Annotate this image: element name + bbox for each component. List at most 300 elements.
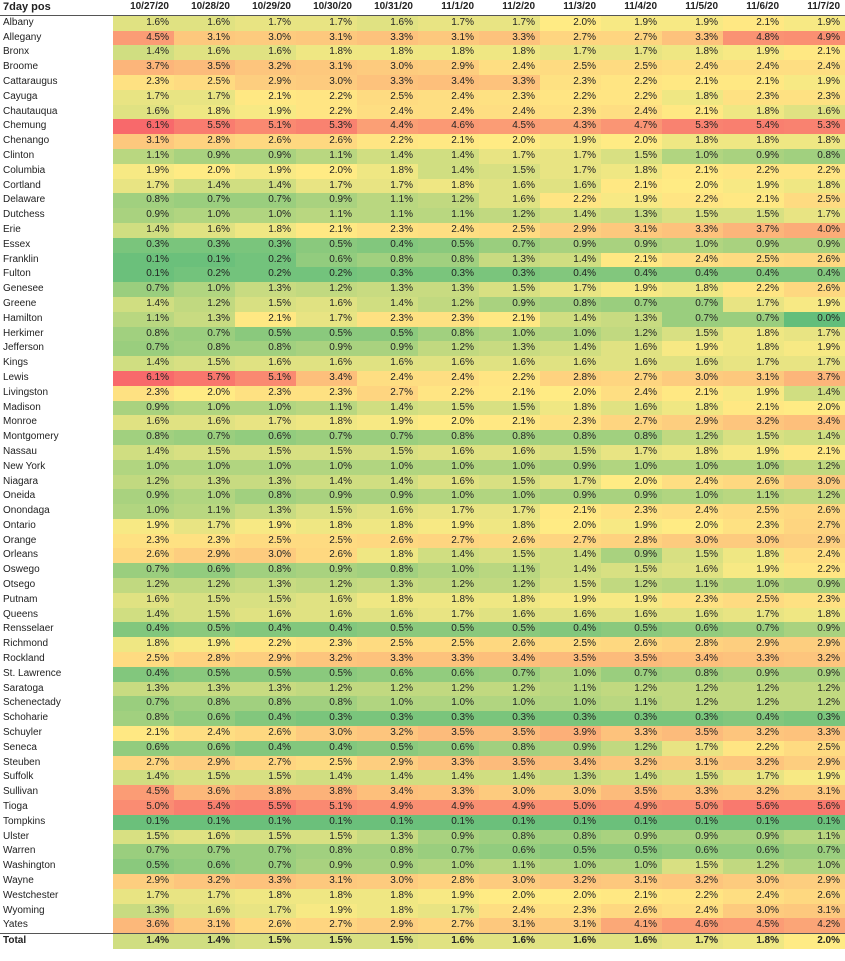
heatmap-cell: 0.9% (357, 489, 418, 504)
column-header: 10/27/20 (113, 0, 174, 15)
county-name: Delaware (0, 193, 113, 208)
heatmap-cell: 1.6% (235, 608, 296, 623)
county-name: New York (0, 460, 113, 475)
heatmap-cell: 1.9% (784, 297, 845, 312)
county-name: Bronx (0, 45, 113, 60)
heatmap-cell: 1.9% (662, 341, 723, 356)
heatmap-cell: 1.6% (601, 401, 662, 416)
heatmap-cell: 0.8% (235, 563, 296, 578)
heatmap-cell: 2.6% (601, 904, 662, 919)
heatmap-cell: 1.7% (113, 889, 174, 904)
heatmap-cell: 1.2% (418, 297, 479, 312)
heatmap-cell: 4.9% (479, 800, 540, 815)
heatmap-cell: 0.8% (174, 696, 235, 711)
heatmap-cell: 1.4% (357, 149, 418, 164)
heatmap-cell: 3.3% (357, 652, 418, 667)
heatmap-cell: 3.0% (235, 31, 296, 46)
heatmap-cell: 3.3% (662, 31, 723, 46)
heatmap-cell: 1.8% (357, 889, 418, 904)
county-name: Cortland (0, 179, 113, 194)
heatmap-cell: 2.8% (174, 652, 235, 667)
heatmap-cell: 3.5% (601, 785, 662, 800)
heatmap-cell: 2.2% (540, 193, 601, 208)
table-row (0, 800, 845, 815)
heatmap-cell: 1.8% (723, 134, 784, 149)
heatmap-cell: 2.5% (723, 593, 784, 608)
heatmap-cell: 1.1% (357, 193, 418, 208)
heatmap-cell: 3.1% (601, 874, 662, 889)
heatmap-cell: 1.7% (174, 90, 235, 105)
table-row (0, 918, 845, 933)
heatmap-cell: 1.3% (479, 341, 540, 356)
heatmap-cell: 1.4% (418, 548, 479, 563)
county-name: Hamilton (0, 312, 113, 327)
heatmap-cell: 0.9% (662, 830, 723, 845)
county-name: Cayuga (0, 90, 113, 105)
heatmap-cell: 1.3% (174, 682, 235, 697)
heatmap-cell: 1.4% (113, 356, 174, 371)
county-name: Ontario (0, 519, 113, 534)
heatmap-cell: 2.4% (357, 105, 418, 120)
heatmap-cell: 3.1% (784, 785, 845, 800)
heatmap-cell: 1.2% (174, 578, 235, 593)
heatmap-cell: 0.7% (174, 327, 235, 342)
county-name: Orleans (0, 548, 113, 563)
heatmap-cell: 0.8% (540, 830, 601, 845)
heatmap-cell: 2.1% (784, 445, 845, 460)
table-row (0, 563, 845, 578)
heatmap-cell: 1.5% (723, 430, 784, 445)
county-name: Albany (0, 15, 113, 30)
heatmap-cell: 3.0% (357, 60, 418, 75)
heatmap-cell: 1.7% (296, 179, 357, 194)
heatmap-cell: 1.4% (540, 208, 601, 223)
heatmap-cell: 1.2% (723, 696, 784, 711)
county-name: Kings (0, 356, 113, 371)
heatmap-cell: 1.0% (418, 460, 479, 475)
heatmap-cell: 2.2% (601, 90, 662, 105)
heatmap-cell: 1.6% (296, 356, 357, 371)
heatmap-cell: 1.0% (357, 460, 418, 475)
heatmap-cell: 3.1% (662, 756, 723, 771)
heatmap-cell: 0.7% (174, 844, 235, 859)
heatmap-cell: 1.3% (174, 312, 235, 327)
heatmap-cell: 2.3% (784, 593, 845, 608)
heatmap-cell: 0.1% (479, 815, 540, 830)
heatmap-cell: 1.4% (418, 164, 479, 179)
table-row (0, 489, 845, 504)
heatmap-cell: 2.5% (296, 534, 357, 549)
heatmap-cell: 1.1% (479, 859, 540, 874)
heatmap-cell: 2.7% (540, 534, 601, 549)
heatmap-cell: 1.6% (418, 934, 479, 949)
heatmap-cell: 2.1% (601, 179, 662, 194)
heatmap-cell: 1.2% (418, 578, 479, 593)
county-name: Erie (0, 223, 113, 238)
heatmap-cell: 3.3% (479, 31, 540, 46)
heatmap-cell: 1.2% (723, 682, 784, 697)
heatmap-cell: 1.8% (784, 608, 845, 623)
heatmap-cell: 2.4% (479, 105, 540, 120)
county-name: Ulster (0, 830, 113, 845)
heatmap-cell: 4.5% (113, 31, 174, 46)
heatmap-cell: 1.6% (296, 297, 357, 312)
heatmap-cell: 1.4% (174, 179, 235, 194)
heatmap-cell: 1.5% (357, 934, 418, 949)
heatmap-cell: 0.9% (113, 401, 174, 416)
heatmap-cell: 0.7% (296, 430, 357, 445)
county-name: Essex (0, 238, 113, 253)
heatmap-cell: 5.0% (662, 800, 723, 815)
heatmap-cell: 2.3% (235, 386, 296, 401)
heatmap-cell: 0.9% (357, 341, 418, 356)
heatmap-cell: 3.6% (113, 918, 174, 933)
heatmap-cell: 0.4% (235, 741, 296, 756)
heatmap-cell: 1.5% (662, 208, 723, 223)
table-row (0, 193, 845, 208)
heatmap-cell: 1.8% (357, 593, 418, 608)
heatmap-cell: 2.9% (113, 874, 174, 889)
heatmap-cell: 3.0% (723, 874, 784, 889)
column-header: 10/29/20 (235, 0, 296, 15)
heatmap-cell: 2.5% (601, 60, 662, 75)
heatmap-cell: 4.9% (601, 800, 662, 815)
heatmap-cell: 0.2% (235, 267, 296, 282)
heatmap-cell: 2.6% (296, 134, 357, 149)
heatmap-cell: 1.9% (784, 15, 845, 30)
heatmap-cell: 0.6% (479, 844, 540, 859)
heatmap-cell: 2.1% (723, 401, 784, 416)
heatmap-cell: 6.1% (113, 371, 174, 386)
heatmap-cell: 4.7% (601, 119, 662, 134)
heatmap-cell: 0.8% (662, 667, 723, 682)
county-name: Lewis (0, 371, 113, 386)
heatmap-cell: 1.6% (174, 223, 235, 238)
heatmap-cell: 0.2% (174, 267, 235, 282)
heatmap-cell: 0.7% (662, 297, 723, 312)
heatmap-cell: 1.5% (540, 445, 601, 460)
heatmap-cell: 1.2% (357, 682, 418, 697)
heatmap-cell: 1.6% (235, 45, 296, 60)
heatmap-cell: 1.6% (479, 193, 540, 208)
heatmap-cell: 3.2% (235, 60, 296, 75)
county-name: Sullivan (0, 785, 113, 800)
heatmap-cell: 1.9% (540, 593, 601, 608)
heatmap-cell: 2.1% (723, 75, 784, 90)
heatmap-cell: 1.7% (784, 208, 845, 223)
column-header: 11/4/20 (601, 0, 662, 15)
heatmap-cell: 1.6% (113, 15, 174, 30)
heatmap-cell: 0.7% (113, 282, 174, 297)
heatmap-cell: 2.6% (479, 637, 540, 652)
heatmap-cell: 0.5% (296, 238, 357, 253)
heatmap-cell: 1.1% (784, 830, 845, 845)
heatmap-cell: 1.5% (296, 504, 357, 519)
heatmap-cell: 1.4% (174, 934, 235, 949)
heatmap-cell: 6.1% (113, 119, 174, 134)
heatmap-cell: 0.9% (784, 238, 845, 253)
heatmap-cell: 3.8% (235, 785, 296, 800)
heatmap-cell: 3.1% (723, 371, 784, 386)
heatmap-cell: 1.8% (784, 179, 845, 194)
heatmap-cell: 3.7% (784, 371, 845, 386)
heatmap-cell: 2.1% (784, 45, 845, 60)
heatmap-cell: 1.8% (601, 164, 662, 179)
heatmap-cell: 0.8% (357, 844, 418, 859)
table-row (0, 445, 845, 460)
county-name: Total (0, 934, 113, 949)
table-row (0, 164, 845, 179)
heatmap-cell: 4.3% (540, 119, 601, 134)
county-name: Herkimer (0, 327, 113, 342)
heatmap-cell: 0.7% (174, 193, 235, 208)
heatmap-cell: 1.6% (540, 934, 601, 949)
heatmap-cell: 1.4% (296, 475, 357, 490)
heatmap-cell: 1.0% (723, 578, 784, 593)
heatmap-cell: 3.4% (662, 652, 723, 667)
column-header: 11/1/20 (418, 0, 479, 15)
heatmap-cell: 1.9% (601, 519, 662, 534)
heatmap-cell: 0.4% (113, 622, 174, 637)
heatmap-cell: 1.4% (540, 312, 601, 327)
heatmap-cell: 1.0% (235, 460, 296, 475)
heatmap-cell: 3.0% (296, 75, 357, 90)
heatmap-cell: 1.5% (235, 297, 296, 312)
heatmap-cell: 1.7% (296, 312, 357, 327)
heatmap-cell: 2.3% (113, 386, 174, 401)
heatmap-cell: 1.0% (479, 460, 540, 475)
table-row (0, 356, 845, 371)
heatmap-cell: 1.3% (113, 904, 174, 919)
heatmap-cell: 2.7% (601, 371, 662, 386)
heatmap-cell: 2.3% (784, 90, 845, 105)
heatmap-cell: 1.2% (784, 460, 845, 475)
county-name: Allegany (0, 31, 113, 46)
heatmap-cell: 1.1% (113, 312, 174, 327)
table-row (0, 593, 845, 608)
heatmap-cell: 1.3% (418, 282, 479, 297)
heatmap-cell: 3.3% (357, 31, 418, 46)
heatmap-cell: 2.5% (296, 756, 357, 771)
table-row (0, 460, 845, 475)
table-row (0, 874, 845, 889)
heatmap-cell: 1.4% (418, 770, 479, 785)
heatmap-cell: 4.9% (418, 800, 479, 815)
heatmap-cell: 1.8% (662, 282, 723, 297)
heatmap-cell: 1.5% (479, 282, 540, 297)
heatmap-cell: 2.1% (601, 889, 662, 904)
table-row (0, 726, 845, 741)
county-name: Chenango (0, 134, 113, 149)
heatmap-cell: 5.4% (174, 800, 235, 815)
heatmap-cell: 2.3% (357, 223, 418, 238)
heatmap-cell: 1.7% (540, 149, 601, 164)
heatmap-cell: 1.6% (540, 356, 601, 371)
heatmap-cell: 1.5% (235, 830, 296, 845)
heatmap-cell: 1.4% (540, 253, 601, 268)
heatmap-cell: 0.1% (235, 815, 296, 830)
column-header: 10/30/20 (296, 0, 357, 15)
heatmap-cell: 1.5% (479, 164, 540, 179)
heatmap-cell: 0.9% (601, 238, 662, 253)
county-name: Nassau (0, 445, 113, 460)
heatmap-cell: 2.1% (113, 726, 174, 741)
heatmap-cell: 0.6% (174, 741, 235, 756)
table-row (0, 519, 845, 534)
heatmap-cell: 0.7% (113, 563, 174, 578)
heatmap-cell: 1.6% (540, 608, 601, 623)
heatmap-cell: 2.2% (296, 90, 357, 105)
heatmap-cell: 0.7% (479, 238, 540, 253)
heatmap-cell: 0.9% (723, 149, 784, 164)
heatmap-cell: 0.4% (113, 667, 174, 682)
heatmap-cell: 4.1% (601, 918, 662, 933)
heatmap-cell: 1.5% (113, 830, 174, 845)
heatmap-cell: 1.5% (235, 770, 296, 785)
heatmap-cell: 1.4% (113, 770, 174, 785)
heatmap-cell: 1.4% (113, 223, 174, 238)
heatmap-cell: 1.6% (113, 593, 174, 608)
heatmap-cell: 1.8% (418, 45, 479, 60)
heatmap-cell: 3.4% (479, 652, 540, 667)
heatmap-cell: 1.6% (418, 356, 479, 371)
heatmap-cell: 1.4% (540, 563, 601, 578)
county-name: Rockland (0, 652, 113, 667)
heatmap-cell: 0.8% (357, 563, 418, 578)
heatmap-cell: 3.1% (174, 918, 235, 933)
heatmap-cell: 1.2% (418, 193, 479, 208)
heatmap-cell: 5.0% (113, 800, 174, 815)
heatmap-cell: 1.7% (723, 356, 784, 371)
heatmap-cell: 2.8% (418, 874, 479, 889)
heatmap-cell: 0.9% (296, 193, 357, 208)
heatmap-cell: 1.8% (357, 548, 418, 563)
heatmap-cell: 1.7% (723, 297, 784, 312)
heatmap-cell: 1.7% (540, 164, 601, 179)
heatmap-cell: 5.1% (296, 800, 357, 815)
heatmap-cell: 0.2% (235, 253, 296, 268)
heatmap-cell: 0.6% (418, 741, 479, 756)
county-name: Orange (0, 534, 113, 549)
column-header: 11/3/20 (540, 0, 601, 15)
table-row (0, 179, 845, 194)
heatmap-cell: 1.2% (113, 475, 174, 490)
heatmap-cell: 0.5% (601, 622, 662, 637)
heatmap-cell: 1.3% (540, 770, 601, 785)
heatmap-cell: 1.3% (357, 830, 418, 845)
heatmap-cell: 1.9% (418, 519, 479, 534)
heatmap-cell: 0.5% (296, 327, 357, 342)
heatmap-cell: 0.5% (296, 667, 357, 682)
heatmap-cell: 1.7% (479, 149, 540, 164)
heatmap-cell: 3.3% (418, 785, 479, 800)
heatmap-cell: 2.6% (723, 475, 784, 490)
heatmap-cell: 2.9% (784, 637, 845, 652)
heatmap-cell: 3.0% (479, 874, 540, 889)
heatmap-cell: 1.0% (357, 696, 418, 711)
heatmap-cell: 0.9% (235, 149, 296, 164)
table-row (0, 401, 845, 416)
heatmap-cell: 0.9% (113, 208, 174, 223)
heatmap-cell: 0.3% (418, 711, 479, 726)
table-row (0, 134, 845, 149)
column-header: 11/2/20 (479, 0, 540, 15)
heatmap-cell: 3.2% (540, 874, 601, 889)
heatmap-cell: 1.2% (784, 696, 845, 711)
heatmap-cell: 2.4% (784, 548, 845, 563)
heatmap-cell: 2.3% (540, 105, 601, 120)
heatmap-cell: 0.7% (723, 312, 784, 327)
header-row (0, 0, 845, 15)
heatmap-cell: 1.7% (174, 519, 235, 534)
county-name: Cattaraugus (0, 75, 113, 90)
heatmap-cell: 3.1% (174, 31, 235, 46)
heatmap-cell: 0.7% (479, 667, 540, 682)
heatmap-cell: 0.3% (662, 711, 723, 726)
heatmap-cell: 1.4% (418, 149, 479, 164)
heatmap-cell: 2.1% (723, 15, 784, 30)
heatmap-cell: 2.2% (479, 371, 540, 386)
heatmap-cell: 2.2% (235, 637, 296, 652)
table-row (0, 534, 845, 549)
heatmap-cell: 1.1% (296, 208, 357, 223)
heatmap-cell: 0.6% (418, 667, 479, 682)
heatmap-cell: 0.4% (540, 267, 601, 282)
county-name: Fulton (0, 267, 113, 282)
heatmap-cell: 1.2% (784, 682, 845, 697)
heatmap-cell: 1.5% (174, 445, 235, 460)
heatmap-cell: 2.9% (784, 874, 845, 889)
heatmap-cell: 0.9% (174, 149, 235, 164)
heatmap-cell: 3.1% (296, 874, 357, 889)
heatmap-cell: 1.8% (357, 904, 418, 919)
heatmap-cell: 0.9% (113, 489, 174, 504)
heatmap-cell: 0.5% (174, 622, 235, 637)
heatmap-cell: 2.4% (601, 386, 662, 401)
heatmap-cell: 1.9% (113, 164, 174, 179)
county-name: Columbia (0, 164, 113, 179)
table-row (0, 371, 845, 386)
heatmap-cell: 2.7% (113, 756, 174, 771)
heatmap-cell: 1.5% (235, 934, 296, 949)
heatmap-cell: 1.0% (235, 401, 296, 416)
heatmap-cell: 2.7% (601, 415, 662, 430)
table-row (0, 60, 845, 75)
heatmap-cell: 1.8% (235, 223, 296, 238)
heatmap-cell: 2.6% (784, 282, 845, 297)
heatmap-cell: 2.9% (235, 75, 296, 90)
heatmap-cell: 1.4% (113, 934, 174, 949)
table-row (0, 682, 845, 697)
heatmap-cell: 1.5% (174, 593, 235, 608)
table-row (0, 238, 845, 253)
heatmap-cell: 3.5% (601, 652, 662, 667)
heatmap-cell: 2.4% (418, 90, 479, 105)
heatmap-cell: 0.1% (784, 815, 845, 830)
heatmap-cell: 0.6% (662, 622, 723, 637)
county-name: Richmond (0, 637, 113, 652)
heatmap-cell: 3.4% (357, 785, 418, 800)
heatmap-cell: 0.8% (174, 341, 235, 356)
heatmap-cell: 0.6% (174, 711, 235, 726)
heatmap-cell: 0.8% (357, 253, 418, 268)
county-name: Clinton (0, 149, 113, 164)
heatmap-cell: 1.6% (662, 356, 723, 371)
heatmap-cell: 0.6% (662, 844, 723, 859)
heatmap-cell: 3.7% (113, 60, 174, 75)
county-name: Livingston (0, 386, 113, 401)
heatmap-cell: 0.4% (601, 267, 662, 282)
